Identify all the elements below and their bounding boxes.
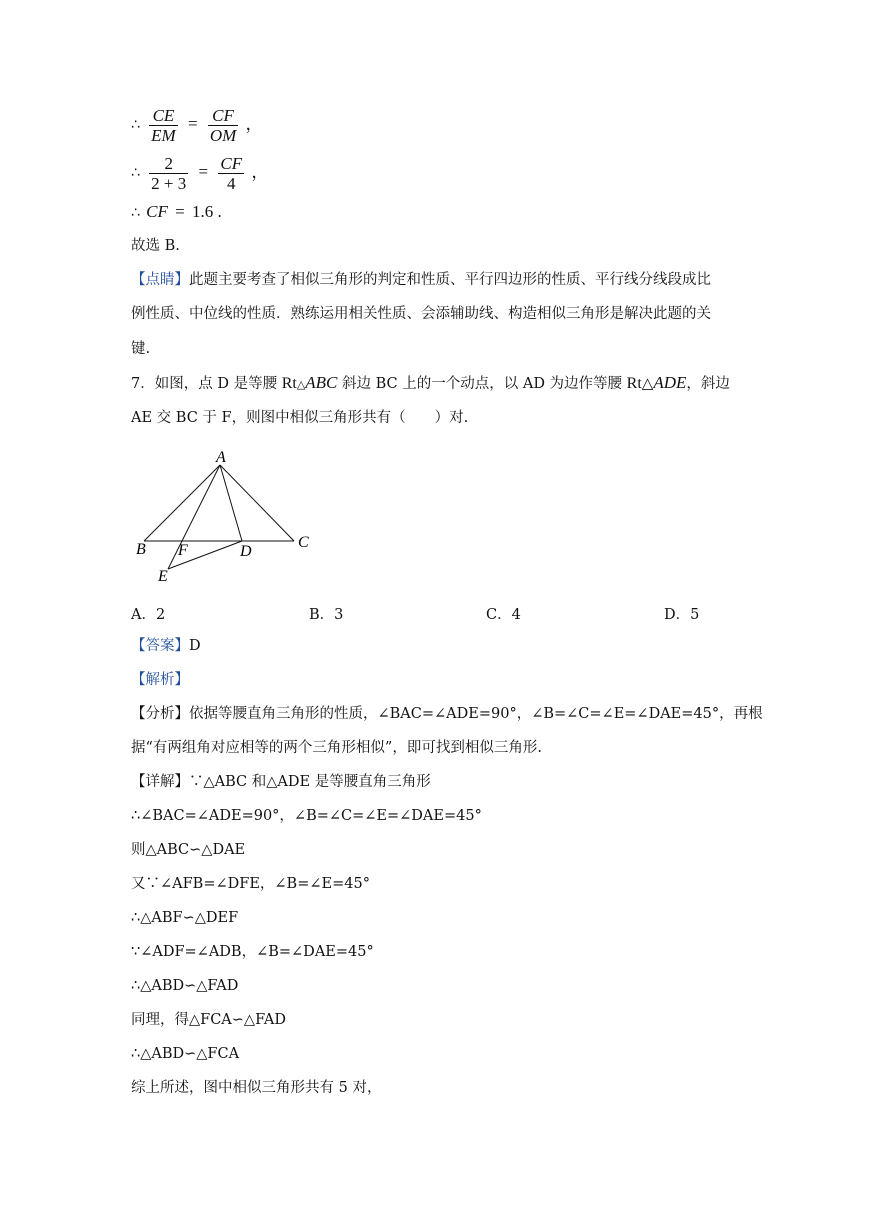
numerator: 2 — [164, 154, 173, 173]
denominator: EM — [151, 126, 176, 145]
fenxi-text-1: 依据等腰直角三角形的性质，∠BAC=∠ADE=90°，∠B=∠C=∠E=∠DAE=45°，再根 — [189, 706, 763, 722]
comment-text-1: 此题主要考查了相似三角形的判定和性质、平行四边形的性质、平行线分线段成比 — [189, 272, 711, 288]
fraction-cf-4 — [218, 154, 244, 193]
equation-cf-value — [131, 203, 222, 222]
option-a — [131, 603, 165, 624]
option-value: 5 — [690, 607, 700, 623]
denominator: OM — [209, 126, 237, 145]
option-label: D． — [664, 607, 691, 623]
fraction-cf-om — [208, 106, 238, 145]
punctuation: ， — [245, 114, 263, 134]
question-line-2: AE 交 BC 于 F，则图中相似三角形共有（ ）对. — [131, 410, 469, 426]
detail-tag: 【详解】 — [131, 774, 189, 790]
triangle-abc: ABC — [305, 373, 338, 392]
detail-step: 同理，得△FCA∽△FAD — [131, 1012, 286, 1028]
label-c: C — [298, 534, 309, 551]
question-text-b: 斜边 BC 上的一个动点，以 AD 为边作等腰 — [337, 376, 627, 392]
therefore-symbol: ∴ — [131, 205, 140, 221]
numerator: CE — [152, 106, 175, 125]
detail-line-1 — [131, 773, 431, 791]
equation-ratio-numeric — [131, 154, 268, 193]
detail-step: ∴∠BAC=∠ADE=90°，∠B=∠C=∠E=∠DAE=45° — [131, 808, 482, 824]
rt-label-2: Rt — [626, 375, 642, 392]
therefore-symbol: ∴ — [131, 165, 140, 182]
comment-line-2: 例性质、中位线的性质．熟练运用相关性质、会添辅助线、构造相似三角形是解决此题的关 — [131, 306, 711, 322]
option-label: C． — [486, 607, 512, 623]
segment-ab — [144, 465, 220, 541]
option-label: A． — [131, 607, 156, 623]
therefore-symbol: ∴ — [131, 117, 140, 134]
label-e: E — [158, 568, 168, 585]
punctuation: . — [217, 202, 222, 221]
denominator: 4 — [226, 174, 236, 193]
triangle-ade: ADE — [653, 373, 687, 392]
option-value: 4 — [511, 607, 521, 623]
detail-step: ∴△ABF∽△DEF — [131, 910, 239, 926]
rhs-value: 1.6 — [192, 202, 214, 221]
question-text-a: 7．如图，点 D 是等腰 — [131, 376, 282, 392]
equals-sign: = — [187, 114, 198, 134]
segment-ae — [168, 465, 220, 569]
detail-text-1: ∵△ABC 和△ADE 是等腰直角三角形 — [189, 774, 431, 790]
equals-sign: = — [198, 162, 209, 182]
geometry-figure — [130, 445, 330, 590]
triangle-symbol-1: △ — [296, 378, 306, 391]
comment-tag: 【点睛】 — [131, 272, 189, 288]
detail-step: 则△ABC∽△DAE — [131, 842, 246, 858]
option-value: 3 — [334, 607, 344, 623]
denominator: 2 + 3 — [151, 174, 187, 193]
question-line-1 — [131, 374, 730, 394]
label-a: A — [216, 449, 226, 466]
fenxi-line-1 — [131, 705, 763, 723]
detail-step: 综上所述，图中相似三角形共有 5 对， — [131, 1080, 382, 1096]
detail-step: ∴△ABD∽△FAD — [131, 978, 239, 994]
option-c — [486, 603, 521, 624]
answer-value: D — [189, 638, 201, 654]
option-d — [664, 603, 699, 624]
analysis-tag: 【解析】 — [131, 672, 189, 688]
comment-line-3: 键. — [131, 341, 151, 357]
option-b — [309, 603, 343, 624]
option-label: B． — [309, 607, 335, 623]
detail-step: ∵∠ADF=∠ADB，∠B=∠DAE=45° — [131, 944, 374, 960]
detail-step: ∴△ABD∽△FCA — [131, 1046, 240, 1062]
fraction-2-over-5 — [149, 154, 188, 193]
fraction-ce-em — [149, 106, 178, 145]
detail-step: 又∵∠AFB=∠DFE，∠B=∠E=45° — [131, 876, 370, 892]
label-f: F — [178, 542, 188, 559]
label-b: B — [136, 541, 146, 558]
answer-line — [131, 637, 201, 655]
numerator: CF — [212, 106, 234, 125]
question-text-c: ，斜边 — [686, 376, 730, 392]
fenxi-line-2: 据“有两组角对应相等的两个三角形相似”，即可找到相似三角形. — [131, 740, 542, 756]
comment-line-1 — [131, 271, 711, 289]
punctuation: ， — [251, 162, 269, 182]
label-d: D — [240, 543, 252, 560]
triangle-symbol-2: △ — [641, 374, 654, 392]
fenxi-tag: 【分析】 — [131, 706, 189, 722]
numerator: CF — [220, 154, 243, 173]
answer-tag: 【答案】 — [131, 638, 189, 654]
rt-label-1: Rt — [281, 375, 297, 392]
equation-ratio-ce-em — [131, 106, 263, 145]
equals-sign: = — [175, 202, 185, 221]
choice-line: 故选 B. — [131, 238, 180, 254]
lhs: CF — [146, 202, 168, 221]
option-value: 2 — [155, 607, 166, 623]
